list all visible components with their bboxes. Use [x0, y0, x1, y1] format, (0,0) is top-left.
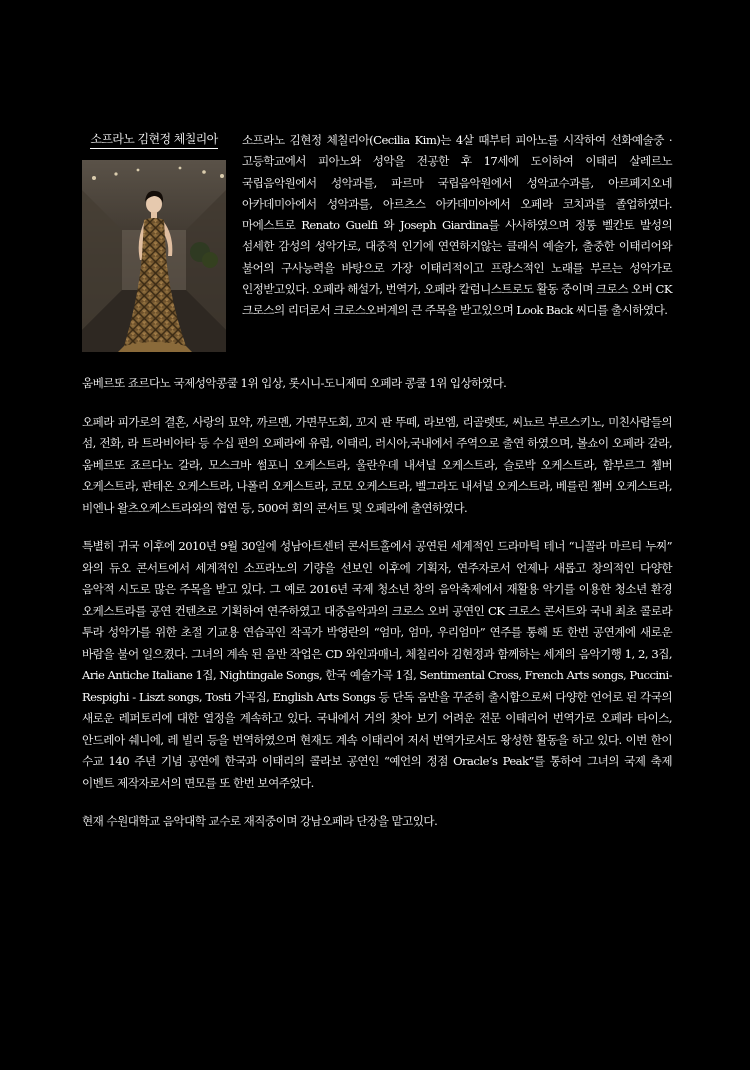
career-paragraph: 특별히 귀국 이후에 2010년 9월 30일에 성남아트센터 콘서트홀에서 공연된 세계적인 드라마틱 테너 “니꼴라 마르티 누찌” 와의 듀오 콘서트에서 세계적인 소프라노의 기량을 선보인 이후에 기획자, 연주자로서 언제나 새롭고 창의적인 다양한 음악적 시도로 많은 주목을 받고 있다. 그 예로 2016년 국제 청소년 창의 음악축제에서 재활용 악기를 이용한 청소년 환경 오케스트라를 공연 컨텐츠로 기획하여 연주하였고 대중음악과의 크로스 오버 공연인 CK 크로스 콘서트와 국내 최초 콜로라 투라 성악가를 위한 초절 기교용 연습곡인 작곡가 박영란의 “엄마, 엄마, 우리엄마” 연주를 통해 또 한번 공연계에 새로운 바람을 불어 일으켰다. 그녀의 계속 된 음반 작업은 CD 와인과매너, 체칠리아 김현정과 함께하는 세계의 음악기행 1, 2, 3집, Arie Antiche Italiane 1집, Nightingale Songs, 한국 예술가곡 1집, Sentimental Cross, French Arts songs, Puccini-Respighi - Liszt songs, Tosti 가곡집, English Arts Songs 등 단독 음반을 꾸준히 출시함으로써 다양한 언어로 된 각국의 새로운 레퍼토리에 대한 열정을 계속하고 있다. 국내에서 거의 찾아 보기 어려운 전문 이태리어 번역가로 오페라 타이스, 안드레아 쉐니에, 레 빌리 등을 번역하였으며 현재도 계속 이태리어 저서 번역가로서도 왕성한 활동을 하고 있다. 이번 한이 수교 140 주년 기념 공연에 한국과 이태리의 콜라보 공연인 “예언의 정점 Oracle’s Peak”를 통하여 그녀의 국제 축제 이벤트 제작자로서의 면모를 또 한번 보여주었다. [82, 539, 672, 790]
photo-caption: 소프라노 김현정 체칠리아 [82, 130, 226, 147]
portrait-photo [82, 160, 226, 352]
awards-paragraph: 움베르또 죠르다노 국제성악콩쿨 1위 입상, 롯시니-도니제띠 오페라 콩쿨 1위 입상하였다. [82, 376, 507, 390]
performances-paragraph: 오페라 피가로의 결혼, 사랑의 묘약, 까르멘, 가면무도회, 꼬지 판 뚜떼, 라보엠, 리골렛또, 씨뇨르 부르스키노, 미친사람들의 섬, 전화, 라 트라비아타 등 수십 편의 오페라에 유럽, 이태리, 러시아,국내에서 주역으로 출연 하였으며, 볼쇼이 오페라 갈라, 움베르또 죠르다노 갈라, 모스크바 썸포니 오케스트라, 울란우데 내셔널 오케스트라, 슬로박 오케스트라, 함부르그 쳄버 오케스트라, 판테온 오케스트라, 나폴리 오케스트라, 코모 오케스트라, 벨그라도 내셔널 오케스트라, 베를린 쳄버 오케스트라, 비엔나 왈츠오케스트라와의 협연 등, 500여 회의 콘서트 및 오페라에 출연하였다. [82, 414, 672, 515]
profile-intro [82, 130, 672, 360]
current-position-paragraph: 현재 수원대학교 음악대학 교수로 재직중이며 강남오페라 단장을 맡고있다. [82, 814, 438, 828]
biography-page [82, 130, 672, 833]
intro-paragraph: 소프라노 김현정 체칠리아(Cecilia Kim)는 4살 때부터 피아노를 시작하여 선화예술중 · 고등학교에서 피아노와 성악을 전공한 후 17세에 도이하여 이태리 살레르노 국립음악원에서 성악과를, 파르마 국립음악원에서 성악교수과를, 아르페지오네 아카데미아에서 성악과를, 아르츠스 아카데미아에서 오페라 코치과를 졸업하였다. 마에스트로 Renato Guelfi 와 Joseph Giardina를 사사하였으며 정통 벨칸토 발성의 섬세한 감성의 성악가로, 대중적 인기에 연연하지않는 클래식 예술가, 출중한 이태리어와 불어의 구사능력을 바탕으로 가장 이태리적이고 프랑스적인 노래를 부르는 성악가로 인정받고있다. 오페라 해설가, 번역가, 오페라 칼럼니스트로도 활동 중이며 크로스 오버 CK 크로스의 리더로서 크로스오버계의 큰 주목을 받고있으며 Look Back 씨디를 출시하였다. [242, 133, 672, 318]
